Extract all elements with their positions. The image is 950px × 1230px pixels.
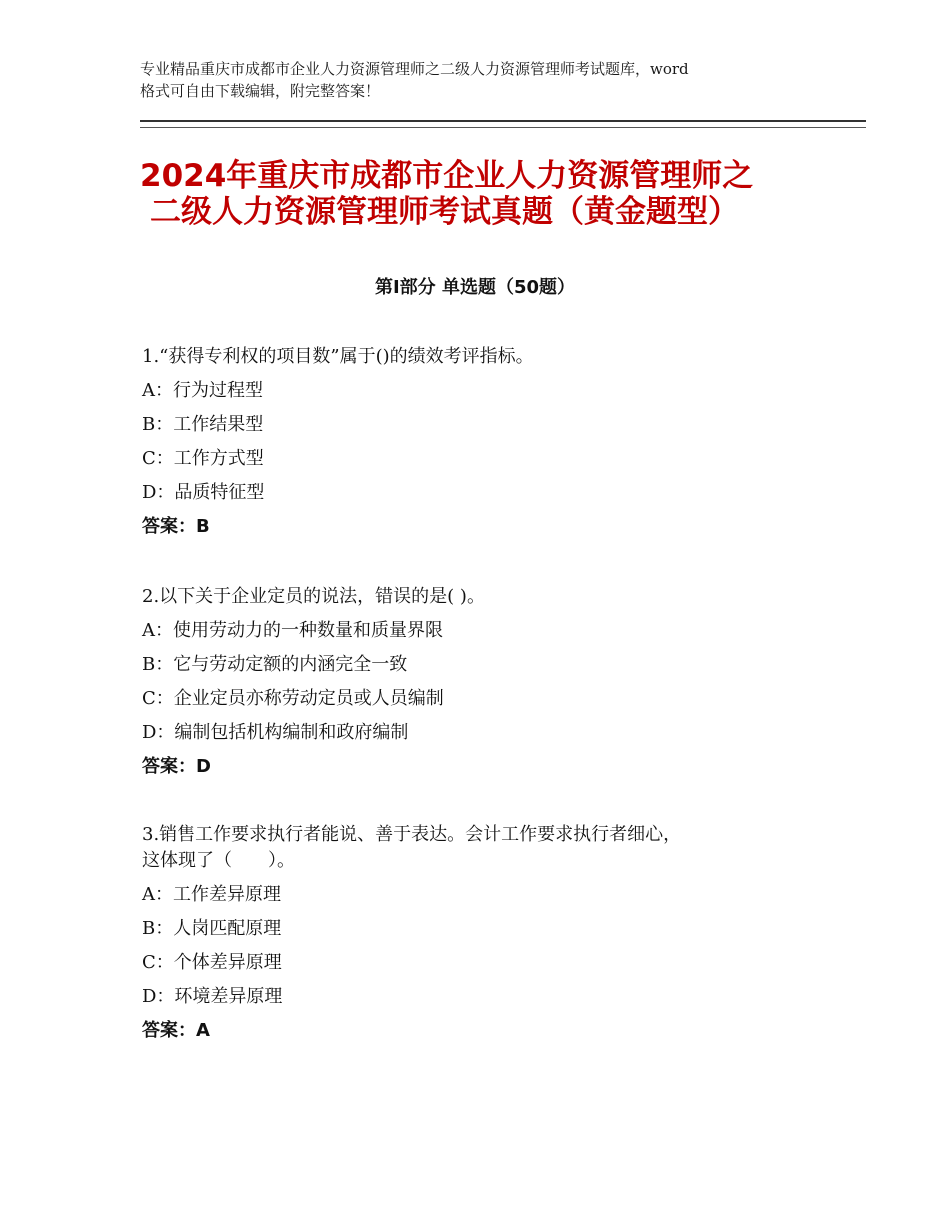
question-stem-line2: 这体现了（ ）。 (142, 850, 295, 871)
header-note-line1: 专业精品重庆市成都市企业人力资源管理师之二级人力资源管理师考试题库，word (140, 60, 689, 78)
answer: 答案：D (142, 756, 211, 777)
header-note-line2: 格式可自由下载编辑，附完整答案！ (140, 82, 381, 100)
header-note (140, 58, 840, 102)
question-stem-line1: 3.销售工作要求执行者能说、善于表达。会计工作要求执行者细心， (142, 824, 682, 845)
question-1 (142, 344, 822, 540)
option-b: B：它与劳动定额的内涵完全一致 (142, 654, 408, 675)
question-2 (142, 584, 822, 780)
option-c: C：工作方式型 (142, 448, 264, 469)
document-title-line2: 二级人力资源管理师考试真题（黄金题型） (150, 194, 739, 230)
section-title: 第Ⅰ部分 单选题（50题） (374, 277, 575, 298)
answer: 答案：A (142, 1020, 210, 1041)
question-3 (142, 822, 822, 1044)
option-c: C：企业定员亦称劳动定员或人员编制 (142, 688, 444, 709)
option-c: C：个体差异原理 (142, 952, 282, 973)
document-title (140, 158, 840, 230)
question-stem: 2.以下关于企业定员的说法，错误的是( )。 (142, 586, 485, 607)
option-a: A：工作差异原理 (142, 884, 281, 905)
option-a: A：使用劳动力的一种数量和质量界限 (142, 620, 443, 641)
option-b: B：工作结果型 (142, 414, 264, 435)
option-d: D：环境差异原理 (142, 986, 283, 1007)
option-d: D：编制包括机构编制和政府编制 (142, 722, 409, 743)
header-divider (140, 120, 866, 128)
option-b: B：人岗匹配原理 (142, 918, 282, 939)
option-a: A：行为过程型 (142, 380, 263, 401)
option-d: D：品质特征型 (142, 482, 265, 503)
question-stem: 1.“获得专利权的项目数”属于()的绩效考评指标。 (142, 346, 534, 367)
answer: 答案：B (142, 516, 210, 537)
question-stem (142, 822, 822, 874)
document-title-line1: 2024年重庆市成都市企业人力资源管理师之 (140, 158, 754, 194)
